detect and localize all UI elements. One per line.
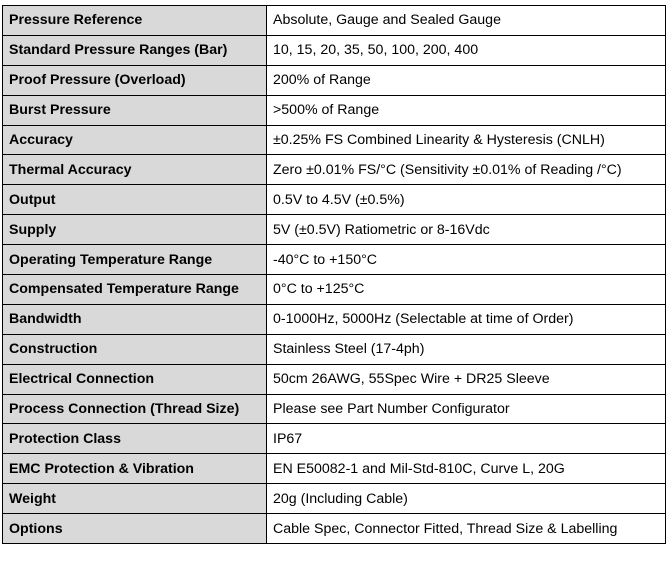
row-label: Supply — [3, 215, 267, 245]
table-row — [3, 125, 666, 155]
row-label: Electrical Connection — [3, 364, 267, 394]
row-label: Construction — [3, 334, 267, 364]
table-row — [3, 95, 666, 125]
table-row — [3, 424, 666, 454]
row-value: 0-1000Hz, 5000Hz (Selectable at time of Order) — [267, 304, 666, 334]
row-value: -40°C to +150°C — [267, 245, 666, 275]
row-value: Stainless Steel (17-4ph) — [267, 334, 666, 364]
row-value: 5V (±0.5V) Ratiometric or 8-16Vdc — [267, 215, 666, 245]
table-row — [3, 394, 666, 424]
row-value: IP67 — [267, 424, 666, 454]
table-row — [3, 245, 666, 275]
row-value: 0.5V to 4.5V (±0.5%) — [267, 185, 666, 215]
row-value: 10, 15, 20, 35, 50, 100, 200, 400 — [267, 35, 666, 65]
row-label: Output — [3, 185, 267, 215]
table-row — [3, 364, 666, 394]
table-row — [3, 484, 666, 514]
row-value: >500% of Range — [267, 95, 666, 125]
table-row — [3, 334, 666, 364]
row-label: Standard Pressure Ranges (Bar) — [3, 35, 267, 65]
table-row — [3, 35, 666, 65]
row-value: ±0.25% FS Combined Linearity & Hysteresis (CNLH) — [267, 125, 666, 155]
row-label: Accuracy — [3, 125, 267, 155]
table-row — [3, 155, 666, 185]
row-value: Cable Spec, Connector Fitted, Thread Size & Labelling — [267, 514, 666, 544]
row-value: Please see Part Number Configurator — [267, 394, 666, 424]
row-value: 0°C to +125°C — [267, 275, 666, 305]
table-row — [3, 6, 666, 36]
row-value: Zero ±0.01% FS/°C (Sensitivity ±0.01% of Reading /°C) — [267, 155, 666, 185]
table-row — [3, 304, 666, 334]
row-value: 50cm 26AWG, 55Spec Wire + DR25 Sleeve — [267, 364, 666, 394]
row-label: Operating Temperature Range — [3, 245, 267, 275]
row-label: Burst Pressure — [3, 95, 267, 125]
table-row — [3, 215, 666, 245]
row-value: Absolute, Gauge and Sealed Gauge — [267, 6, 666, 36]
row-label: Protection Class — [3, 424, 267, 454]
row-label: Proof Pressure (Overload) — [3, 65, 267, 95]
table-row — [3, 275, 666, 305]
row-value: 200% of Range — [267, 65, 666, 95]
table-row — [3, 514, 666, 544]
row-label: Thermal Accuracy — [3, 155, 267, 185]
row-label: EMC Protection & Vibration — [3, 454, 267, 484]
row-value: EN E50082-1 and Mil-Std-810C, Curve L, 20G — [267, 454, 666, 484]
row-label: Process Connection (Thread Size) — [3, 394, 267, 424]
row-value: 20g (Including Cable) — [267, 484, 666, 514]
row-label: Weight — [3, 484, 267, 514]
row-label: Pressure Reference — [3, 6, 267, 36]
table-row — [3, 185, 666, 215]
row-label: Options — [3, 514, 267, 544]
row-label: Compensated Temperature Range — [3, 275, 267, 305]
table-row — [3, 65, 666, 95]
specifications-table — [2, 5, 666, 544]
row-label: Bandwidth — [3, 304, 267, 334]
table-row — [3, 454, 666, 484]
